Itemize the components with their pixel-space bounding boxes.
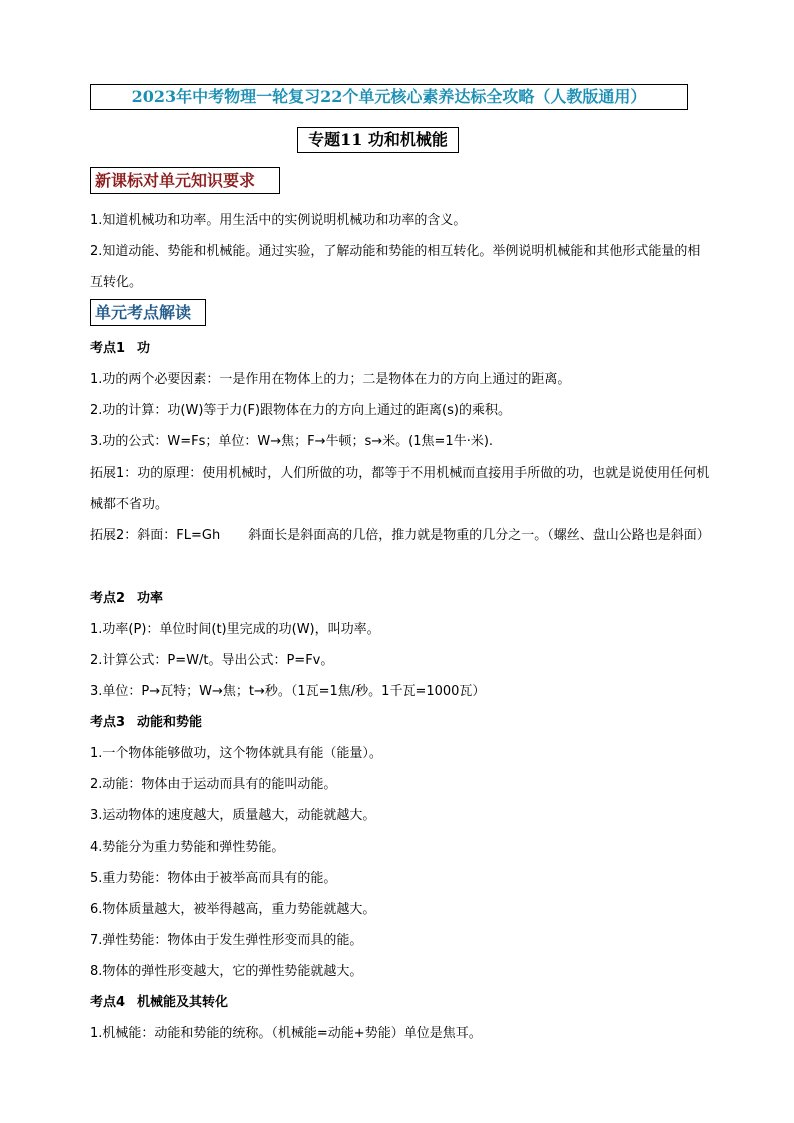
- section-heading-requirements: 新课标对单元知识要求: [90, 167, 280, 194]
- keypoint-1-title: 功: [137, 341, 151, 356]
- kp3-item-4: 4.势能分为重力势能和弹性势能。: [90, 840, 285, 855]
- keypoint-1-heading: [90, 339, 150, 359]
- keypoint-3-title: 动能和势能: [137, 715, 203, 730]
- keypoint-2-title: 功率: [137, 591, 164, 606]
- kp3-item-6: 6.物体质量越大，被举得越高，重力势能就越大。: [90, 902, 376, 917]
- requirement-item-2: 2.知道动能、势能和机械能。通过实验，了解动能和势能的相互转化。举例说明机械能和其他形式能量的相互转化。: [90, 244, 701, 290]
- kp3-item-2: 2.动能：物体由于运动而具有的能叫动能。: [90, 777, 337, 792]
- keypoint-1-number: 考点1: [90, 341, 126, 356]
- kp1-extension-2-text: 斜面长是斜面高的几倍，推力就是物重的几分之一。（螺丝、盘山公路也是斜面）: [248, 528, 710, 543]
- kp1-item-3: 3.功的公式：W=Fs；单位：W→焦；F→牛顿；s→米。(1焦=1牛·米).: [90, 434, 494, 449]
- keypoint-4-heading: [90, 993, 228, 1013]
- kp3-item-7: 7.弹性势能：物体由于发生弹性形变而具的能。: [90, 933, 363, 948]
- kp1-item-1: 1.功的两个必要因素：一是作用在物体上的力；二是物体在力的方向上通过的距离。: [90, 372, 571, 387]
- kp3-item-3: 3.运动物体的速度越大，质量越大，动能就越大。: [90, 808, 376, 823]
- kp1-extension-2-formula: 拓展2：斜面：FL=Gh: [90, 528, 221, 543]
- kp2-item-1: 1.功率(P)：单位时间(t)里完成的功(W)，叫功率。: [90, 622, 380, 637]
- keypoint-4-number: 考点4: [90, 995, 126, 1010]
- kp3-item-5: 5.重力势能：物体由于被举高而具有的能。: [90, 871, 337, 886]
- document-title: 2023年中考物理一轮复习22个单元核心素养达标全攻略（人教版通用）: [90, 84, 688, 110]
- keypoint-3-heading: [90, 713, 202, 733]
- keypoint-2-heading: [90, 589, 163, 609]
- keypoint-3-number: 考点3: [90, 715, 126, 730]
- keypoint-4-title: 机械能及其转化: [137, 995, 229, 1010]
- kp1-extension-1: 拓展1：功的原理：使用机械时，人们所做的功，都等于不用机械而直接用手所做的功，也就是说使用任何机械都不省功。: [90, 466, 710, 512]
- kp1-item-2: 2.功的计算：功(W)等于力(F)跟物体在力的方向上通过的距离(s)的乘积。: [90, 403, 511, 418]
- kp2-item-3: 3.单位：P→瓦特；W→焦；t→秒。（1瓦=1焦/秒。1千瓦=1000瓦）: [90, 684, 486, 699]
- kp2-item-2: 2.计算公式：P=W/t。导出公式：P=Fv。: [90, 653, 334, 668]
- requirement-item-1: 1.知道机械功和功率。用生活中的实例说明机械功和功率的含义。: [90, 213, 467, 228]
- topic-title: 专题11 功和机械能: [297, 127, 459, 153]
- kp3-item-8: 8.物体的弹性形变越大，它的弹性势能就越大。: [90, 964, 363, 979]
- kp3-item-1: 1.一个物体能够做功，这个物体就具有能（能量）。: [90, 746, 382, 761]
- keypoint-2-number: 考点2: [90, 591, 126, 606]
- kp1-extension-2: [90, 520, 710, 551]
- kp4-item-1: 1.机械能：动能和势能的统称。（机械能=动能+势能）单位是焦耳。: [90, 1026, 482, 1041]
- section-heading-reading: 单元考点解读: [90, 299, 206, 326]
